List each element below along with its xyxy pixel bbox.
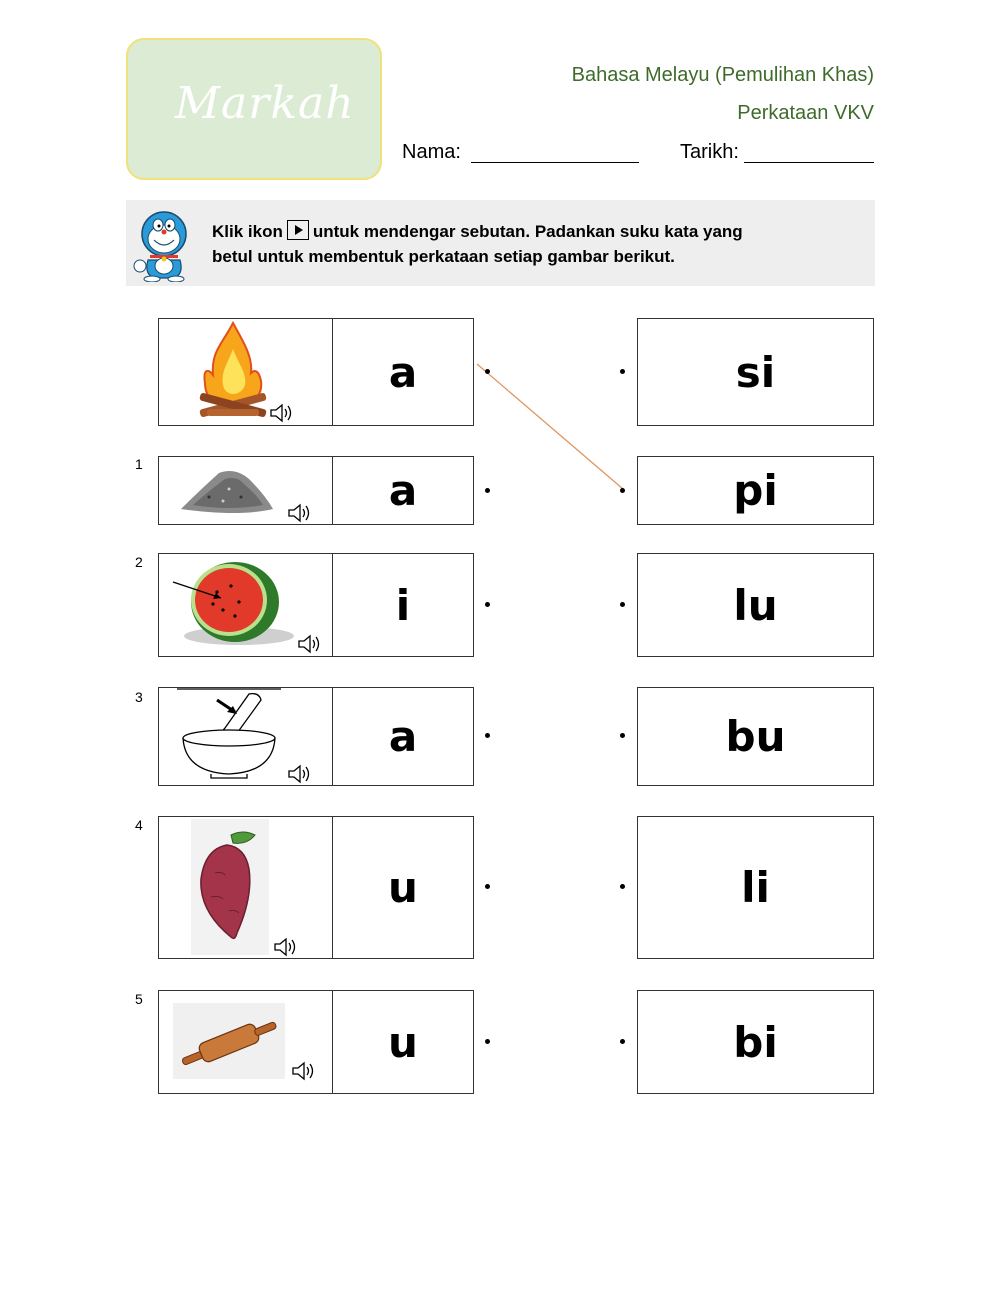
instruction-panel [126, 200, 875, 286]
instruction-text-start: Klik ikon [212, 222, 283, 241]
right-match-dot[interactable] [620, 602, 625, 607]
rolling-pin-image [173, 1003, 285, 1079]
right-match-dot[interactable] [620, 1039, 625, 1044]
word-card-0 [158, 318, 474, 426]
word-card-4 [158, 816, 474, 959]
vowel-cell: u [388, 1017, 418, 1067]
word-card-5 [158, 990, 474, 1094]
right-match-dot[interactable] [620, 369, 625, 374]
date-label: Tarikh: [680, 141, 739, 163]
speaker-icon[interactable] [291, 1061, 317, 1081]
syllable-card-2[interactable]: lu [637, 553, 874, 657]
picture-cell [159, 319, 333, 425]
watermelon-image [169, 556, 299, 648]
picture-cell [159, 457, 333, 524]
speaker-icon[interactable] [297, 634, 323, 654]
row-number: 1 [135, 456, 143, 472]
ash-pile-image [179, 461, 275, 521]
date-input-line[interactable] [744, 162, 874, 163]
row-number: 2 [135, 554, 143, 570]
mortar-pestle-image [177, 688, 287, 782]
vowel-cell: a [388, 347, 418, 397]
syllable-card-0[interactable]: si [637, 318, 874, 426]
left-match-dot[interactable] [485, 884, 490, 889]
syllable-card-3[interactable]: bu [637, 687, 874, 786]
left-match-dot[interactable] [485, 488, 490, 493]
left-match-dot[interactable] [485, 1039, 490, 1044]
picture-cell [159, 991, 333, 1093]
instruction-text-end: untuk mendengar sebutan. Padankan suku kata yang [312, 222, 743, 241]
picture-cell [159, 554, 333, 656]
instruction-line-2: betul untuk membentuk perkataan setiap gambar berikut. [212, 247, 675, 266]
speaker-icon[interactable] [287, 764, 313, 784]
picture-cell [159, 688, 333, 785]
right-match-dot[interactable] [620, 884, 625, 889]
speaker-icon[interactable] [287, 503, 313, 523]
topic-title: Perkataan VKV [737, 102, 874, 124]
left-match-dot[interactable] [485, 369, 490, 374]
word-card-1 [158, 456, 474, 525]
left-match-dot[interactable] [485, 602, 490, 607]
name-label: Nama: [402, 141, 461, 163]
sweet-potato-image [191, 819, 269, 955]
syllable-card-1[interactable]: pi [637, 456, 874, 525]
subject-title: Bahasa Melayu (Pemulihan Khas) [571, 64, 874, 86]
play-icon [287, 220, 309, 240]
score-label: Markah [175, 78, 355, 129]
speaker-icon[interactable] [273, 937, 299, 957]
syllable-card-4[interactable]: li [637, 816, 874, 959]
campfire-image [193, 321, 273, 421]
vowel-cell: u [388, 863, 418, 912]
syllable-card-5[interactable]: bi [637, 990, 874, 1094]
row-number: 3 [135, 689, 143, 705]
speaker-icon[interactable] [269, 403, 295, 423]
word-card-2 [158, 553, 474, 657]
instruction-line-1 [212, 220, 743, 242]
name-input-line[interactable] [471, 162, 639, 163]
vowel-cell: a [388, 712, 418, 761]
mascot-icon [130, 208, 198, 282]
row-number: 4 [135, 817, 143, 833]
word-card-3 [158, 687, 474, 786]
right-match-dot[interactable] [620, 488, 625, 493]
left-match-dot[interactable] [485, 733, 490, 738]
right-match-dot[interactable] [620, 733, 625, 738]
vowel-cell: i [395, 580, 411, 630]
row-number: 5 [135, 991, 143, 1007]
vowel-cell: a [388, 466, 418, 515]
picture-cell [159, 817, 333, 958]
